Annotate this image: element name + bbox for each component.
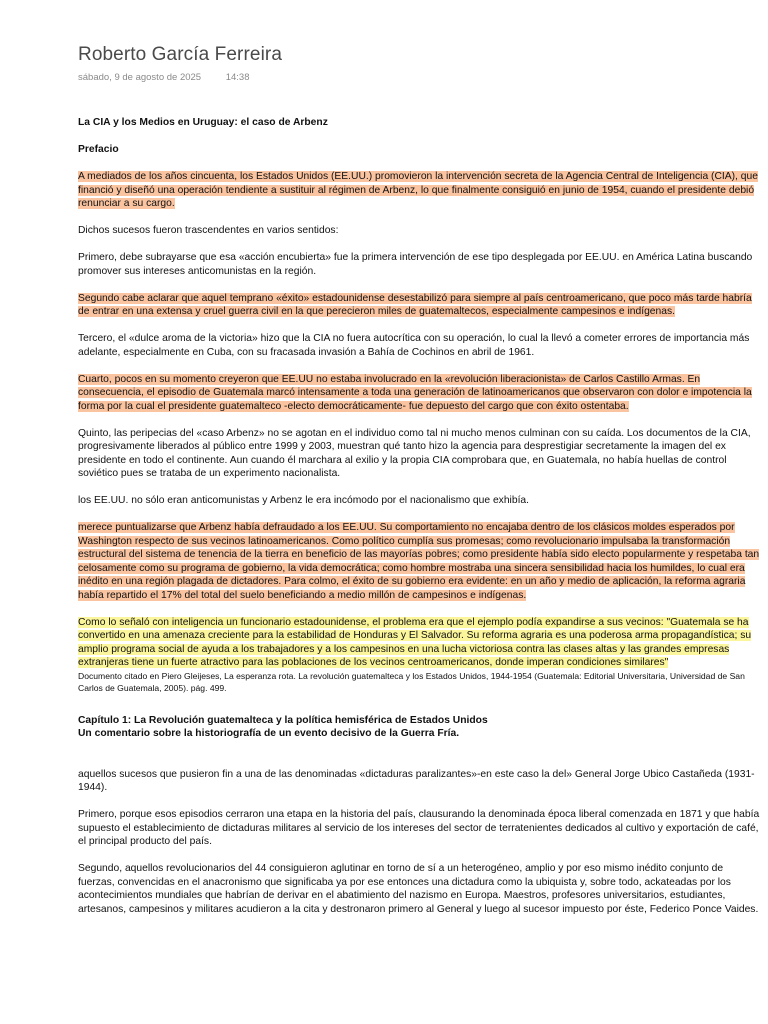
article-body: [78, 116, 760, 930]
highlighted-quote: Como lo señaló con inteligencia un funcionario estadounidense, el problema era que el ejemplo podía expandirse a sus vecinos: "Guatemala se ha convertido en una amenaza creciente para la estabilidad de Honduras y El Salvador. Su reforma agraria es una poderosa arma propagandística; su amplio programa social de ayuda a los trabajadores y a los campesinos en una lucha victoriosa contra las clases altas y las grandes empresas extranjeras tiene un fuerte atractivo para las poblaciones de los vecinos centroamericanos, donde imperan condiciones similares": [78, 616, 752, 668]
paragraph-9: [78, 521, 760, 602]
highlighted-text: merece puntualizarse que Arbenz había defraudado a los EE.UU. Su comportamiento no encajaba dentro de los clásicos moldes esperados por Washington respecto de sus vecinos latinoamericanos. Como político cumplía sus promesas; como revolucionario impulsaba la transformación estructural del sistema de tenencia de la tierra en beneficio de las mayorías pobres; como presidente había sido electo popularmente y respetaba tan celosamente como su programa de gobierno, la vida democrática; como hombre mostraba una sincera sensibilidad hacia los humildes, lo cual era inédito en una región plagada de dictadores. Para colmo, el éxito de su gobierno era evidente: en un año y medio de aplicación, la reforma agraria había repartido el 17% del total del suelo beneficiando a medio millón de campesinos e indígenas.: [78, 522, 760, 601]
author-name: Roberto García Ferreira: [78, 44, 282, 65]
paragraph-1: [78, 170, 760, 211]
highlighted-text: Segundo cabe aclarar que aquel temprano «éxito» estadounidense desestabilizó para siempre al país centroamericano, que poco más tarde habría de entrar en una extensa y cruel guerra civil en la que perecieron miles de guatemaltecos, especialmente campesinos e indígenas.: [78, 292, 752, 317]
paragraph-8: los EE.UU. no sólo eran anticomunistas y Arbenz le era incómodo por el nacionalismo que exhibía.: [78, 495, 530, 506]
article-title: La CIA y los Medios en Uruguay: el caso de Arbenz: [78, 117, 328, 128]
post-date: sábado, 9 de agosto de 2025: [78, 72, 202, 83]
paragraph-5: Tercero, el «dulce aroma de la victoria» hizo que la CIA no fuera autocrítica con su operación, lo cual la llevó a cometer errores de importancia más adelante, especialmente en Cuba, con su fracasada invasión a Bahía de Cochinos en abril de 1961.: [78, 333, 750, 358]
chapter-title: Capítulo 1: La Revolución guatemalteca y la política hemisférica de Estados Unidos: [78, 714, 488, 726]
chapter-paragraph-2: Primero, porque esos episodios cerraron una etapa en la historia del país, clausurando la denominada época liberal comenzada en 1871 y que había supuesto el establecimiento de dictaduras militares al servicio de los intereses del sector de terratenientes dedicados al cultivo y exportación de café, el principal producto del país.: [78, 809, 760, 847]
paragraph-3: Primero, debe subrayarse que esa «acción encubierta» fue la primera intervención de ese tipo desplegada por EE.UU. en América Latina buscando promover sus intereses anticomunistas en la región.: [78, 252, 753, 277]
chapter-paragraph-3: Segundo, aquellos revolucionarios del 44 consiguieron aglutinar en torno de sí a un heterogéneo, amplio y por eso mismo inédito conjunto de fuerzas, convencidas en el anacronismo que significaba ya por ese entonces una dictadura como la ubiquista y, sobre todo, ackateadas por los acontecimientos mundiales que habrían de derivar en el abatimiento del nazismo en Europa. Maestros, profesores universitarios, estudiantes, artesanos, campesinos y militares acudieron a la cita y destronaron primero al General y luego al sucesor impuesto por éste, Federico Ponce Vaides.: [78, 863, 759, 915]
paragraph-2: Dichos sucesos fueron trascendentes en varios sentidos:: [78, 225, 339, 236]
highlighted-text: Cuarto, pocos en su momento creyeron que EE.UU no estaba involucrado en la «revolución liberacionista» de Carlos Castillo Armas. En consecuencia, el episodio de Guatemala marcó intensamente a toda una generación de latinoamericanos que observaron con dolor e impotencia la forma por la cual el presidente guatemalteco -electo democráticamente- fue depuesto del cargo que con éxito ostentaba.: [78, 373, 752, 412]
citation: Documento citado en Piero Gleijeses, La esperanza rota. La revolución guatemalteca y los Estados Unidos, 1944-1954 (Guatemala: Editorial Universitaria, Universidad de San Carlos de Guatemala, 2005). pág. 499.: [78, 670, 745, 693]
paragraph-6: [78, 373, 760, 414]
post-meta: [78, 72, 250, 83]
chapter-paragraph-1: aquellos sucesos que pusieron fin a una de las denominadas «dictaduras paralizantes»-en este caso la del» General Jorge Ubico Castañeda (1931-1944).: [78, 768, 755, 793]
paragraph-7: Quinto, las peripecias del «caso Arbenz» no se agotan en el individuo como tal ni mucho menos culminan con su caída. Los documentos de la CIA, progresivamente liberados al público entre 1999 y 2003, muestran qué tanto hizo la agencia para desprestigiar secretamente la imagen del ex presidente en todo el continente. Aun cuando él marchara al exilio y la propia CIA comprobara que, en Guatemala, no había huellas de control soviético pues se trataba de un experimento nacionalista.: [78, 427, 751, 479]
paragraph-4: [78, 292, 760, 319]
chapter-subtitle: Un comentario sobre la historiografía de un evento decisivo de la Guerra Fría.: [78, 728, 460, 739]
post-time: 14:38: [225, 72, 250, 83]
paragraph-10: [78, 616, 760, 670]
preface-heading: Prefacio: [78, 144, 119, 155]
highlighted-text: A mediados de los años cincuenta, los Estados Unidos (EE.UU.) promovieron la intervención secreta de la Agencia Central de Inteligencia (CIA), que financió y diseñó una operación tendiente a sustituir al régimen de Arbenz, lo que finalmente consiguió en junio de 1954, cuando el presidente debió renunciar a su cargo.: [78, 171, 758, 209]
